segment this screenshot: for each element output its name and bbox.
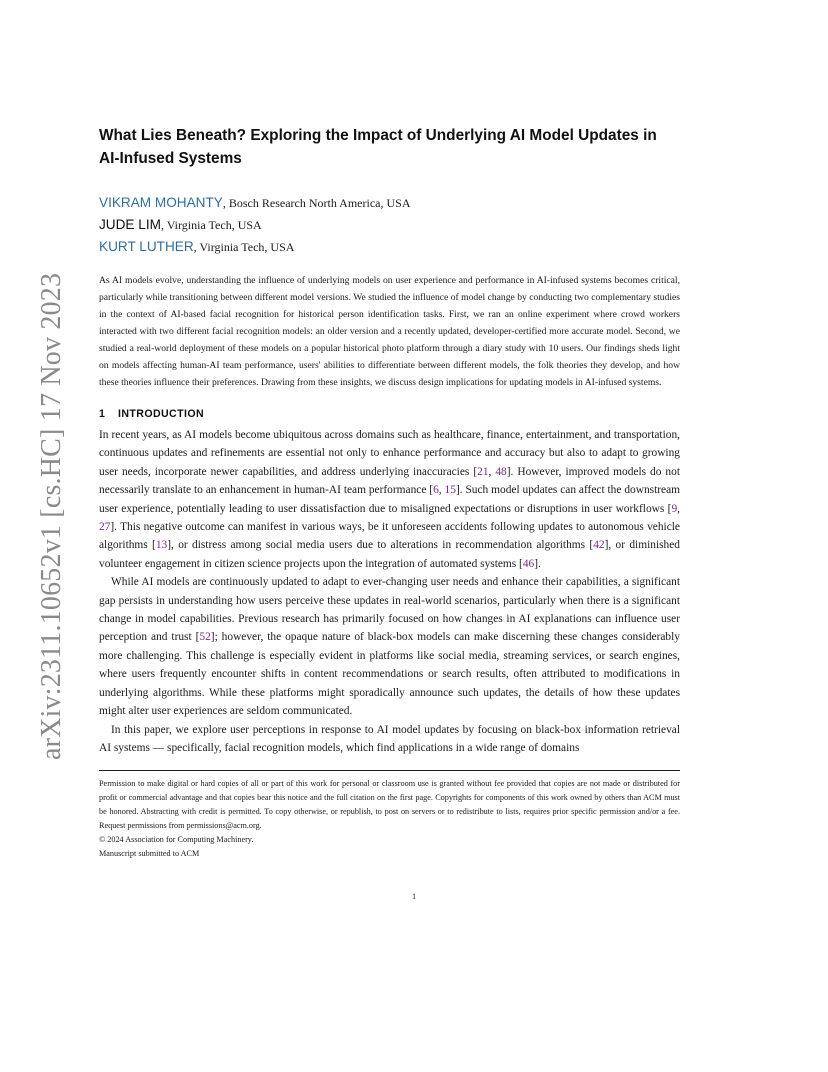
abstract: As AI models evolve, understanding the influence of underlying models on user experience and performance in AI-infused systems becomes critical, particularly while transitioning between different model versions. We studied the influence of model change by conducting two complementary studies in the context of AI-based facial recognition for historical person identification tasks. First, we ran an online experiment where crowd workers interacted with two different facial recognition models: an older version and a recently updated, developer-certified more accurate model. Second, we studied a real-world deployment of these models on a popular historical photo platform through a diary study with 10 users. Our findings sheds light on models affecting human-AI team performance, users' abilities to differentiate between different models, the folk theories they develop, and how these theories influence their preferences. Drawing from these insights, we discuss design implications for updating models in AI-infused systems. <box>99 275 680 388</box>
text-run: , <box>677 502 680 515</box>
author-entry <box>99 214 680 236</box>
footnote-divider <box>99 770 680 771</box>
text-run: ]. <box>534 557 541 570</box>
paragraph <box>99 573 680 720</box>
author-entry <box>99 236 680 258</box>
citation-link[interactable]: 13 <box>155 539 168 552</box>
citation-link[interactable]: 48 <box>495 465 507 478</box>
section-heading <box>99 408 680 420</box>
citation-link[interactable]: 42 <box>593 539 605 552</box>
text-run: ], or distress among social media users due to alterations in recommendation algorithms [ <box>167 539 594 552</box>
paragraph <box>99 426 680 573</box>
author-affiliation: , Bosch Research North America, USA <box>222 196 411 210</box>
text-run: , <box>488 465 496 478</box>
text-run: ]. This negative outcome can manifest in various ways, be it unforeseen accidents following updates to autonomous vehicle algorithms [ <box>99 521 680 552</box>
text-run: While AI models are continuously updated to adapt to ever-changing user needs and enhance their capabilities, a significant gap persists in understanding how users perceive these updates in real-world scenarios, particularly when there is a significant change in model capabilities. Previous research has primarily focused on how changes in AI explanations can influence user perception and trust [ <box>99 576 680 644</box>
paragraph: In this paper, we explore user perceptions in response to AI model updates by focusing on black-box information retrieval AI systems — specifically, facial recognition models, which find applications in a wide range of domains <box>99 723 680 754</box>
text-run: In recent years, as AI models become ubiquitous across domains such as healthcare, finance, entertainment, and transportation, continuous updates and refinements are essential not only to enhance performance and accuracy but also to adapt to growing user needs, incorporate newer capabilities, and address underlying inaccuracies [ <box>99 429 680 478</box>
citation-link[interactable]: 27 <box>99 521 111 534</box>
body-text <box>99 426 680 757</box>
text-run: ], or diminished volunteer engagement in citizen science projects upon the integration of automated systems [ <box>99 539 680 570</box>
author-name-link[interactable]: KURT LUTHER <box>99 239 194 254</box>
paper-title: What Lies Beneath? Exploring the Impact of Underlying AI Model Updates in AI-Infused Systems <box>99 127 657 167</box>
author-entry <box>99 192 680 214</box>
citation-link[interactable]: 15 <box>444 484 456 497</box>
author-list <box>99 192 680 258</box>
arxiv-identifier: arXiv:2311.10652v1 [cs.HC] 17 Nov 2023 <box>36 272 67 760</box>
citation-link[interactable]: 52 <box>199 631 211 644</box>
author-affiliation: , Virginia Tech, USA <box>193 240 295 254</box>
author-affiliation: , Virginia Tech, USA <box>160 218 262 232</box>
author-name-link[interactable]: VIKRAM MOHANTY <box>99 195 223 210</box>
permission-notice: Permission to make digital or hard copies of all or part of this work for personal or classroom use is granted without fee provided that copies are not made or distributed for profit or commercial advantage and that copies bear this notice and the full citation on the first page. Copyrights for components of this work owned by others than ACM must be honored. Abstracting with credit is permitted. To copy otherwise, or republish, to post on servers or to redistribute to lists, requires prior specific permission and/or a fee. Request permissions from permissions@acm.org. <box>99 779 680 831</box>
text-run: ]. However, improved models do not necessarily translate to an enhancement in human-AI team performance [ <box>99 465 680 497</box>
section-title: INTRODUCTION <box>118 408 205 420</box>
text-run: , <box>438 484 445 497</box>
text-run: ]; however, the opaque nature of black-box models can make discerning these changes considerably more challenging. This challenge is especially evident in platforms like social media, streaming services, or search engines, where users frequently encounter shifts in content recommendations or search results, often attributed to modifications in underlying algorithms. While these platforms might sporadically announce such updates, the details of how these updates might alter user experiences are seldom communicated. <box>99 631 680 718</box>
citation-link[interactable]: 46 <box>522 557 535 570</box>
citation-link[interactable]: 21 <box>477 465 489 478</box>
footnote <box>99 777 680 861</box>
copyright-notice: © 2024 Association for Computing Machinery. <box>99 835 254 845</box>
section-number: 1 <box>99 408 106 420</box>
citation-link[interactable]: 6 <box>433 484 439 497</box>
citation-link[interactable]: 9 <box>671 502 678 515</box>
paper-page <box>99 124 680 861</box>
author-name: JUDE LIM <box>99 217 161 232</box>
page-number: 1 <box>411 892 417 901</box>
manuscript-note: Manuscript submitted to ACM <box>99 849 200 859</box>
text-run: ]. Such model updates can affect the downstream user experience, potentially leading to user dissatisfaction due to misaligned expectations or disruptions in user workflows [ <box>99 484 680 515</box>
